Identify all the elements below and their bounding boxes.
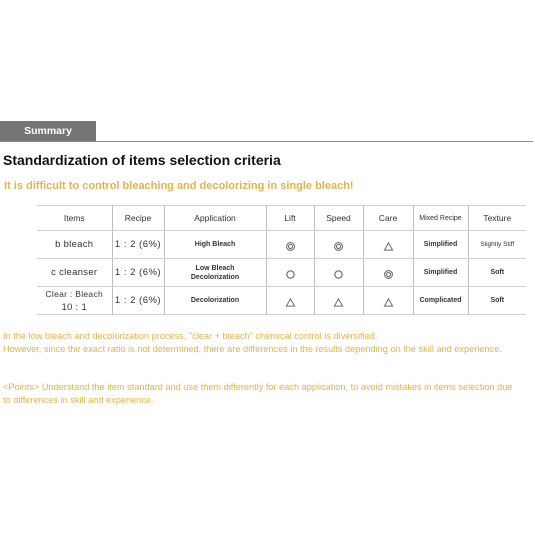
- summary-tab: Summary: [0, 121, 96, 141]
- circle-icon: [333, 267, 344, 278]
- triangle-icon: [383, 295, 394, 306]
- table-header-row: [37, 206, 526, 231]
- triangle-icon: [383, 239, 394, 250]
- triangle-icon: [333, 295, 344, 306]
- care-cell: [363, 287, 413, 315]
- header-lift: Lift: [266, 206, 314, 231]
- speed-cell: [314, 259, 363, 287]
- double-circle-icon: [285, 239, 296, 250]
- speed-cell: [314, 231, 363, 259]
- summary-divider: [0, 141, 533, 142]
- subtitle: It is difficult to control bleaching and decolorizing in single bleach!: [4, 180, 354, 192]
- header-recipe: Recipe: [112, 206, 164, 231]
- lift-cell: [266, 287, 314, 315]
- note-diversified-control: In the low bleach and decolorization process, "clear + bleach" chemical control is diversified. However, since the exact ratio is not determined, there are differences in the results depending on the skill and experience.: [3, 331, 502, 354]
- criteria-table: [37, 205, 526, 315]
- mixed-recipe-cell: Simplified: [413, 259, 468, 287]
- item-name: Clear : Bleach: [45, 288, 104, 299]
- triangle-icon: [285, 295, 296, 306]
- application-cell: High Bleach: [164, 231, 266, 259]
- texture-cell: Soft: [468, 287, 526, 315]
- application-cell: Low Bleach Decolorization: [164, 259, 266, 287]
- circle-icon: [285, 267, 296, 278]
- header-items: Items: [37, 206, 112, 231]
- item-ratio: 10 : 1: [61, 301, 88, 313]
- application-cell: Decolorization: [164, 287, 266, 315]
- header-mixed-recipe: Mixed Recipe: [413, 206, 468, 231]
- texture-cell: Slightly Stiff: [468, 231, 526, 259]
- header-speed: Speed: [314, 206, 363, 231]
- item-cell: c cleanser: [37, 259, 112, 287]
- lift-cell: [266, 259, 314, 287]
- texture-cell: Soft: [468, 259, 526, 287]
- header-application: Application: [164, 206, 266, 231]
- table-row: [37, 259, 526, 287]
- table-row: [37, 231, 526, 259]
- mixed-recipe-cell: Complicated: [413, 287, 468, 315]
- recipe-cell: 1 : 2 (6%): [112, 287, 164, 315]
- item-cell: b bleach: [37, 231, 112, 259]
- header-care: Care: [363, 206, 413, 231]
- header-texture: Texture: [468, 206, 526, 231]
- mixed-recipe-cell: Simplified: [413, 231, 468, 259]
- double-circle-icon: [383, 267, 394, 278]
- speed-cell: [314, 287, 363, 315]
- item-cell: [37, 287, 112, 315]
- table-row: [37, 287, 526, 315]
- care-cell: [363, 231, 413, 259]
- double-circle-icon: [333, 239, 344, 250]
- recipe-cell: 1 : 2 (6%): [112, 259, 164, 287]
- recipe-cell: 1 : 2 (6%): [112, 231, 164, 259]
- lift-cell: [266, 231, 314, 259]
- page-title: Standardization of items selection criteria: [3, 152, 281, 168]
- care-cell: [363, 259, 413, 287]
- note-points: <Points> Understand the item standard and use them differently for each application, to avoid mistakes in items selection due to differences in skill and experience.: [3, 382, 513, 405]
